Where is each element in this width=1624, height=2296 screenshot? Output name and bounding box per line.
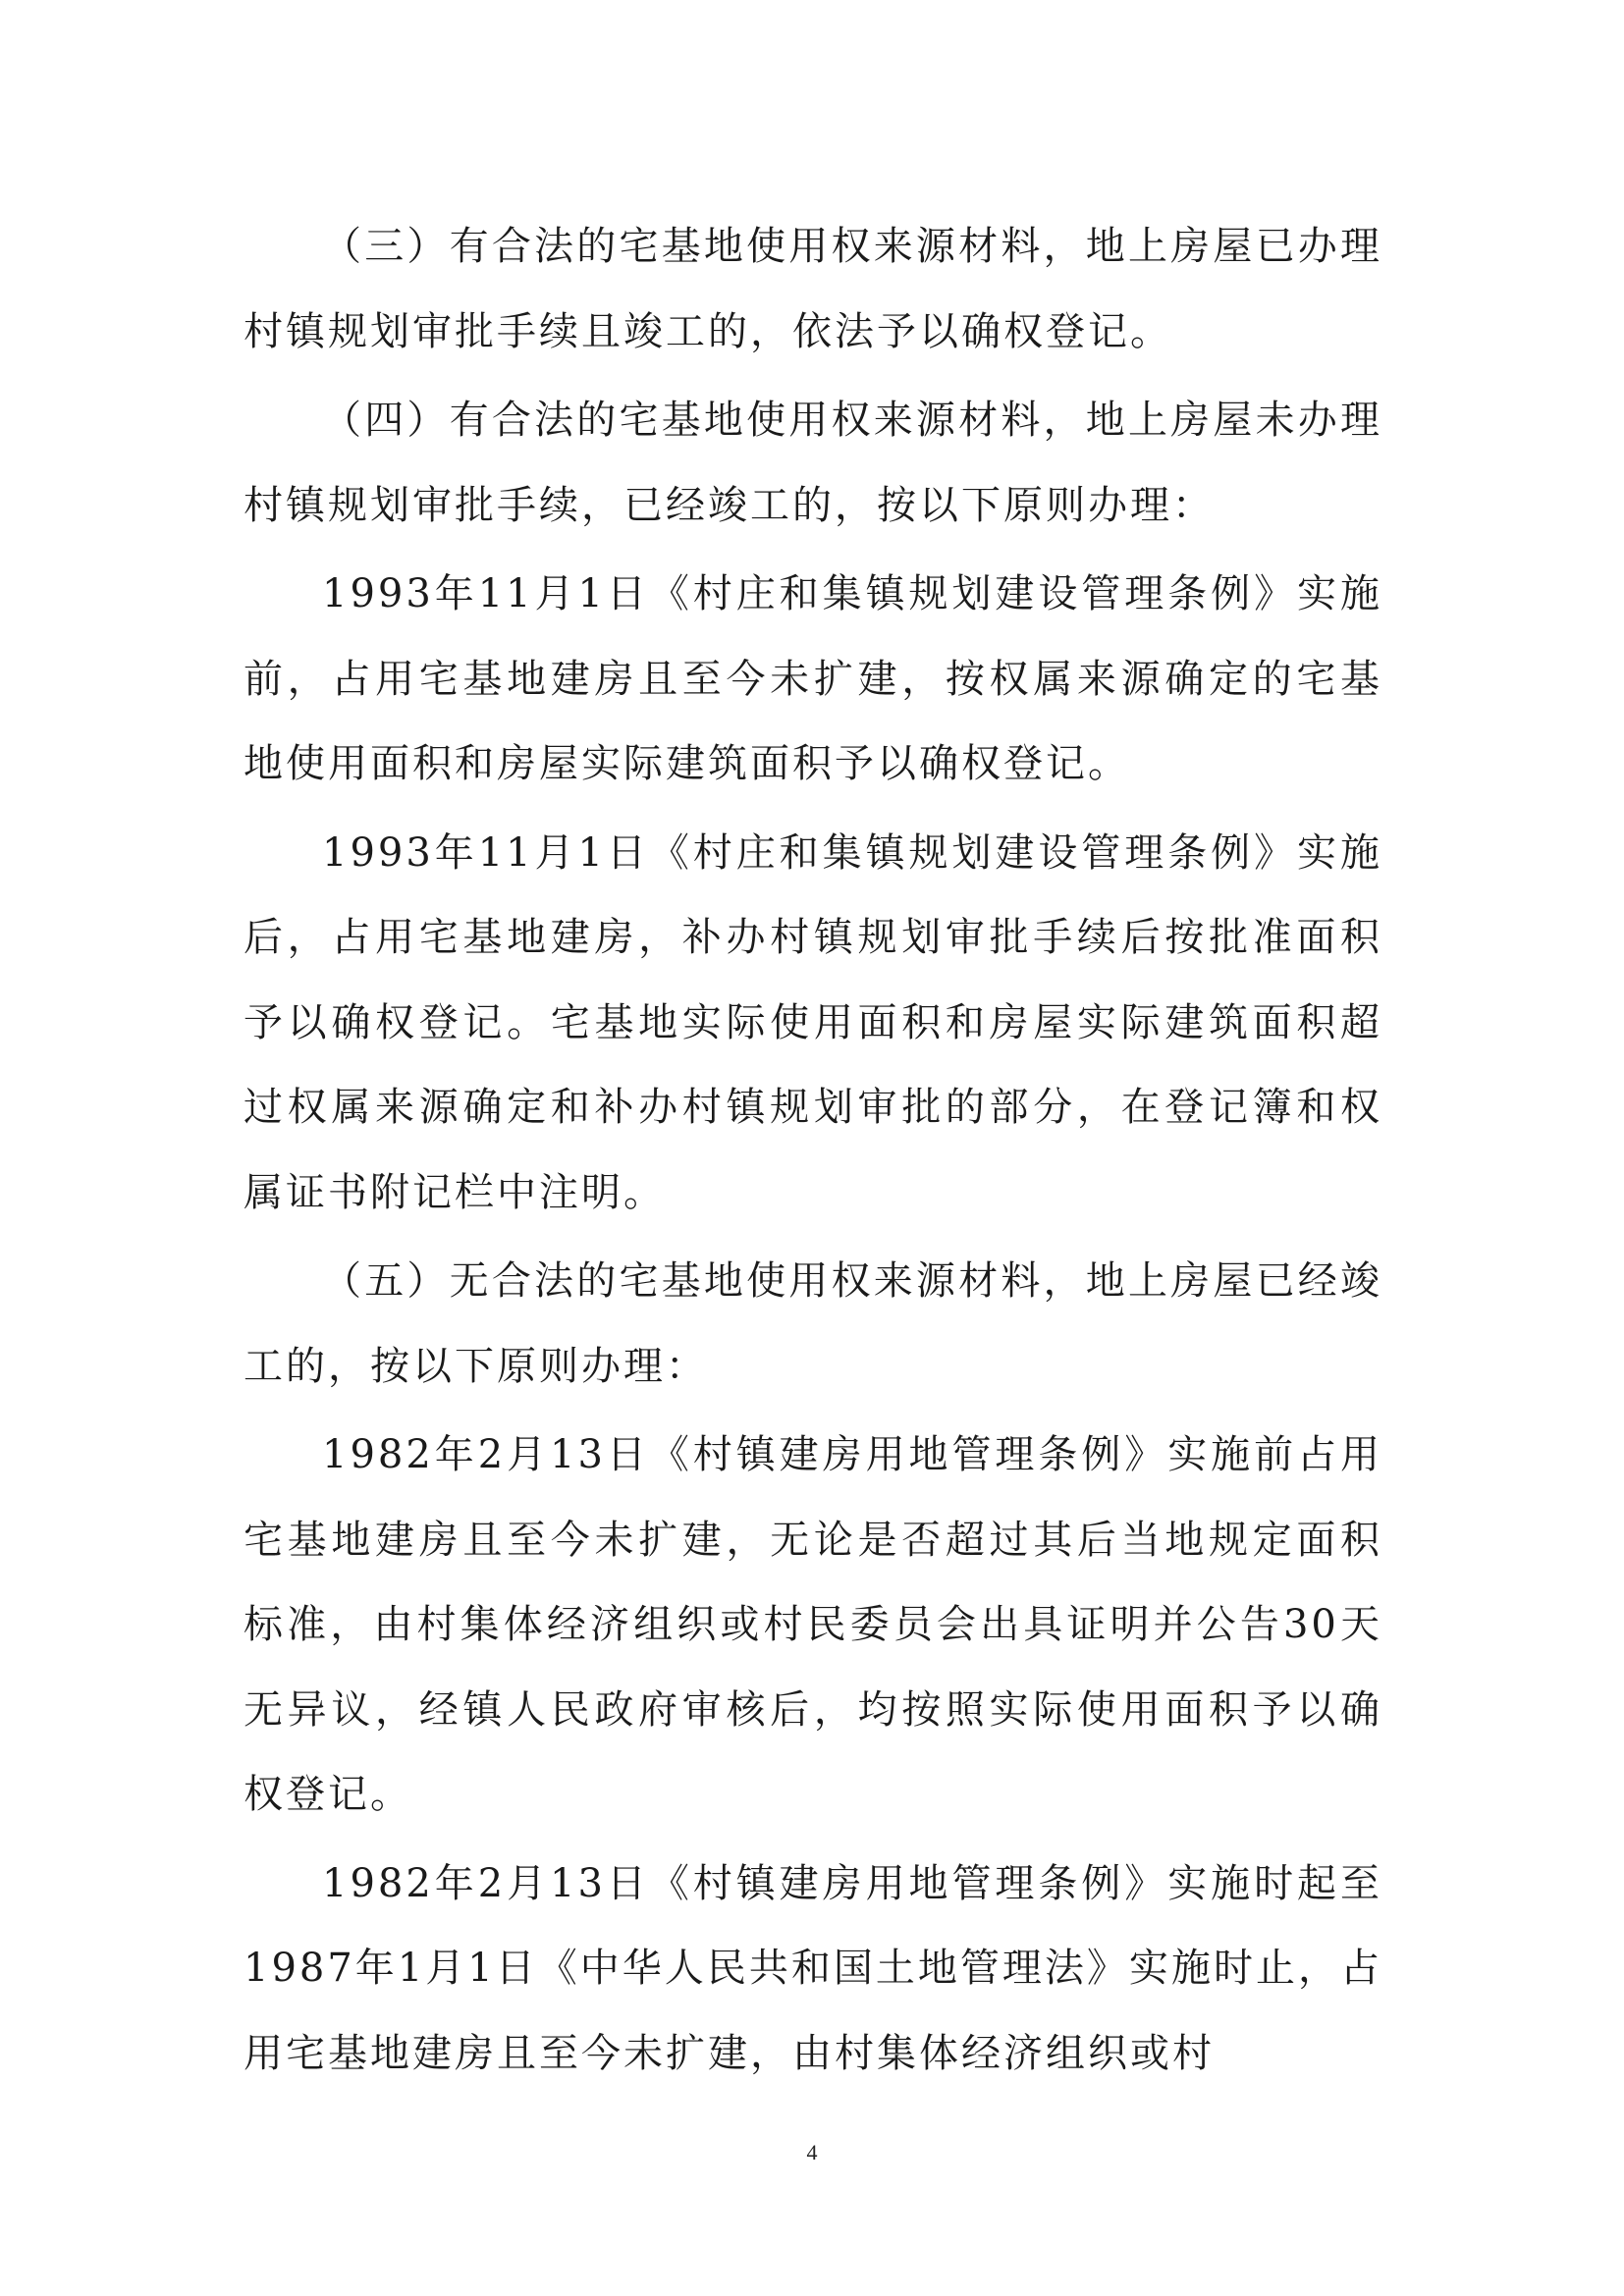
- page-number: 4: [806, 2140, 818, 2164]
- paragraph-4-legal-unapproved: （四）有合法的宅基地使用权来源材料，地上房屋未办理村镇规划审批手续，已经竣工的，按以下原则办理：: [244, 398, 1382, 528]
- paragraph-5-no-legal-source: （五）无合法的宅基地使用权来源材料，地上房屋已经竣工的，按以下原则办理：: [244, 1258, 1382, 1389]
- document-body: [244, 204, 1382, 2100]
- paragraph-3-legal-approved: （三）有合法的宅基地使用权来源材料，地上房屋已办理村镇规划审批手续且竣工的，依法予以确权登记。: [244, 224, 1382, 354]
- paragraph-before-1993: 1993年11月1日《村庄和集镇规划建设管理条例》实施前，占用宅基地建房且至今未扩建，按权属来源确定的宅基地使用面积和房屋实际建筑面积予以确权登记。: [244, 571, 1382, 786]
- paragraph-1982-to-1987: 1982年2月13日《村镇建房用地管理条例》实施时起至1987年1月1日《中华人民共和国土地管理法》实施时止，占用宅基地建房且至今未扩建，由村集体经济组织或村: [244, 1860, 1382, 2076]
- paragraph-before-1982: 1982年2月13日《村镇建房用地管理条例》实施前占用宅基地建房且至今未扩建，无论是否超过其后当地规定面积标准，由村集体经济组织或村民委员会出具证明并公告30天无异议，经镇人民政府审核后，均按照实际使用面积予以确权登记。: [244, 1432, 1382, 1817]
- paragraph-after-1993: 1993年11月1日《村庄和集镇规划建设管理条例》实施后，占用宅基地建房，补办村镇规划审批手续后按批准面积予以确权登记。宅基地实际使用面积和房屋实际建筑面积超过权属来源确定和补办村镇规划审批的部分，在登记簿和权属证书附记栏中注明。: [244, 829, 1382, 1215]
